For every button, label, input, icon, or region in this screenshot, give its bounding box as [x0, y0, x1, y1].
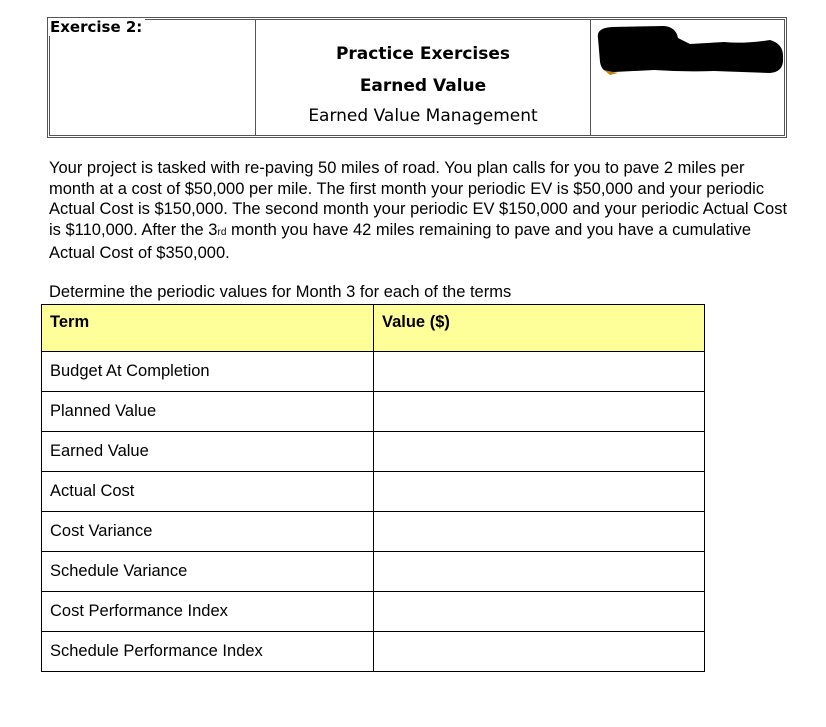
header-title-cell — [256, 20, 591, 135]
table-caption: Determine the periodic values for Month 3 for each of the terms — [49, 283, 512, 301]
value-cell[interactable] — [374, 632, 705, 672]
ordinal-suffix: rd — [217, 226, 227, 238]
redaction-mark — [594, 24, 784, 76]
exercise-label: Exercise 2: — [49, 19, 145, 36]
problem-text-part2: month you have 42 miles remaining to pave and you have a cumulative Actual Cost of $350,000. — [49, 220, 752, 262]
problem-statement — [49, 158, 789, 264]
term-cell: Actual Cost — [42, 472, 374, 512]
table-row — [42, 392, 705, 432]
table-row — [42, 512, 705, 552]
value-cell[interactable] — [374, 552, 705, 592]
term-cell: Cost Variance — [42, 512, 374, 552]
table-row — [42, 472, 705, 512]
table-row — [42, 352, 705, 392]
title-earned-value: Earned Value — [359, 76, 487, 96]
table-row — [42, 432, 705, 472]
term-cell: Earned Value — [42, 432, 374, 472]
term-cell: Schedule Performance Index — [42, 632, 374, 672]
table-row — [42, 552, 705, 592]
term-cell: Planned Value — [42, 392, 374, 432]
value-cell[interactable] — [374, 592, 705, 632]
problem-text-part1: Your project is tasked with re-paving 50 miles of road. You plan calls for you to pave 2 miles per month at a cost of $50,000 per mile. The first month your periodic EV is $50,000 and your periodic Actual Cost is $150,000. The second month your periodic EV $150,000 and your periodic Actual Cost is $110,000. After the 3 — [49, 159, 788, 239]
header-left-cell — [50, 20, 256, 135]
table-header-row — [42, 305, 705, 352]
term-cell: Cost Performance Index — [42, 592, 374, 632]
value-cell[interactable] — [374, 432, 705, 472]
value-cell[interactable] — [374, 512, 705, 552]
value-cell[interactable] — [374, 352, 705, 392]
header-value: Value ($) — [374, 305, 705, 352]
title-earned-value-management: Earned Value Management — [308, 106, 538, 126]
table-row — [42, 632, 705, 672]
terms-table — [41, 304, 705, 672]
header-term: Term — [42, 305, 374, 352]
title-practice-exercises: Practice Exercises — [335, 44, 511, 64]
value-cell[interactable] — [374, 472, 705, 512]
table-row — [42, 592, 705, 632]
term-cell: Schedule Variance — [42, 552, 374, 592]
term-cell: Budget At Completion — [42, 352, 374, 392]
value-cell[interactable] — [374, 392, 705, 432]
